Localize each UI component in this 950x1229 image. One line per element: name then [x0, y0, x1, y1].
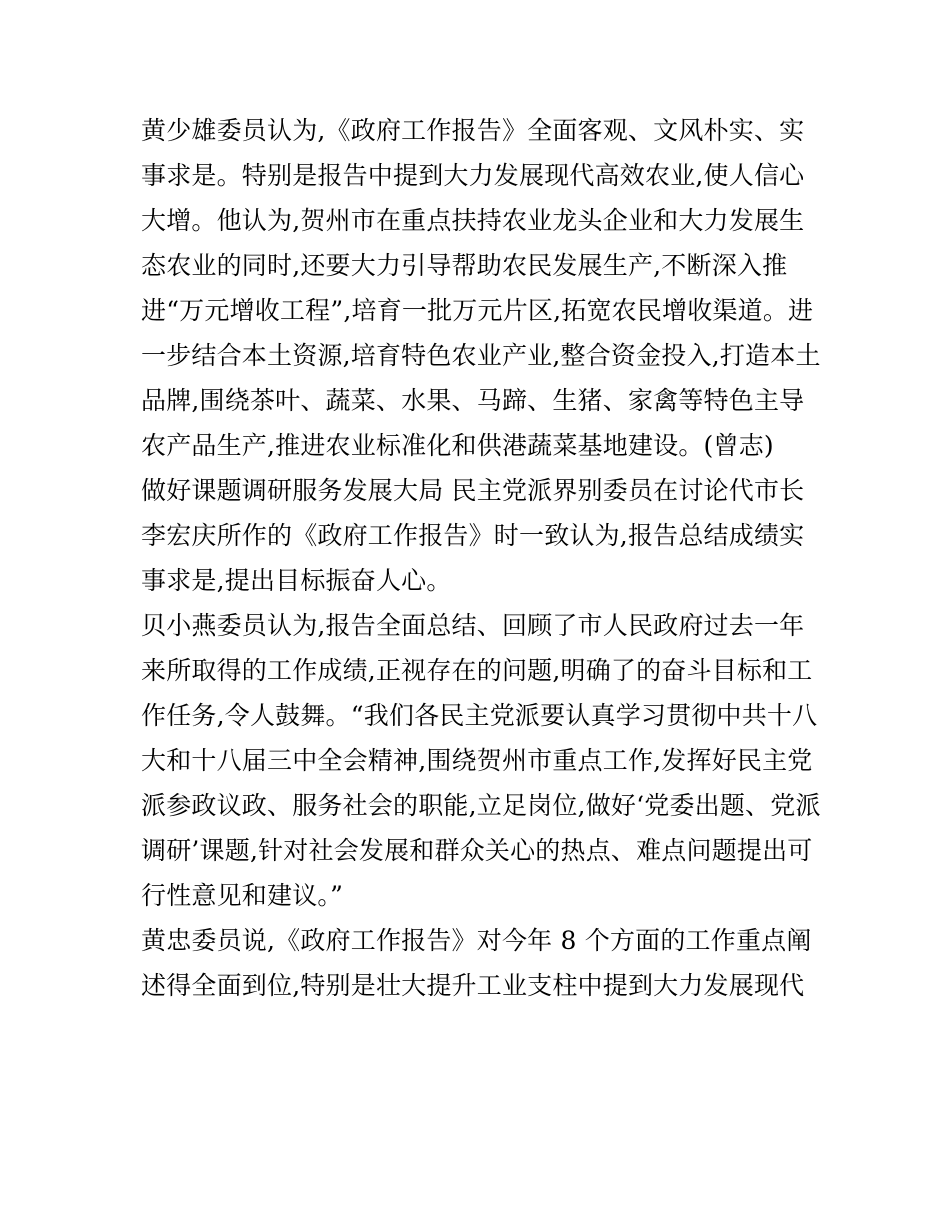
text-line-2: 事求是。特别是报告中提到大力发展现代高效农业,使人信心 [141, 161, 805, 190]
text-line-4: 态农业的同时,还要大力引导帮助农民发展生产,不断深入推 [141, 251, 788, 280]
text-line-13: 来所取得的工作成绩,正视存在的问题,明确了的奋斗目标和工 [141, 656, 813, 685]
text-line-14: 作任务,令人鼓舞。“我们各民主党派要认真学习贯彻中共十八 [141, 701, 818, 730]
text-line-9: 做好课题调研服务发展大局 民主党派界别委员在讨论代市长 [141, 476, 805, 505]
text-line-20: 述得全面到位,特别是壮大提升工业支柱中提到大力发展现代 [141, 971, 805, 1000]
text-line-15: 大和十八届三中全会精神,围绕贺州市重点工作,发挥好民主党 [141, 746, 813, 775]
text-line-17: 调研’课题,针对社会发展和群众关心的热点、难点问题提出可 [141, 836, 813, 865]
text-line-12: 贝小燕委员认为,报告全面总结、回顾了市人民政府过去一年 [141, 611, 805, 640]
text-line-5: 进“万元增收工程”,培育一批万元片区,拓宽农民增收渠道。进 [141, 296, 814, 325]
text-line-3: 大增。他认为,贺州市在重点扶持农业龙头企业和大力发展生 [141, 206, 805, 235]
text-line-11: 事求是,提出目标振奋人心。 [141, 566, 452, 595]
text-line-18: 行性意见和建议。” [141, 881, 344, 910]
text-line-16: 派参政议政、服务社会的职能,立足岗位,做好‘党委出题、党派 [141, 791, 821, 820]
text-line-19: 黄忠委员说,《政府工作报告》对今年 8 个方面的工作重点阐 [141, 926, 812, 955]
text-line-6: 一步结合本土资源,培育特色农业产业,整合资金投入,打造本土 [141, 341, 821, 370]
text-line-1: 黄少雄委员认为,《政府工作报告》全面客观、文风朴实、实 [141, 116, 805, 145]
text-line-7: 品牌,围绕茶叶、蔬菜、水果、马蹄、生猪、家禽等特色主导 [141, 386, 805, 415]
text-line-8: 农产品生产,推进农业标准化和供港蔬菜基地建设。(曾志) [141, 431, 774, 460]
document-body [141, 108, 821, 1008]
text-line-10: 李宏庆所作的《政府工作报告》时一致认为,报告总结成绩实 [141, 521, 805, 550]
